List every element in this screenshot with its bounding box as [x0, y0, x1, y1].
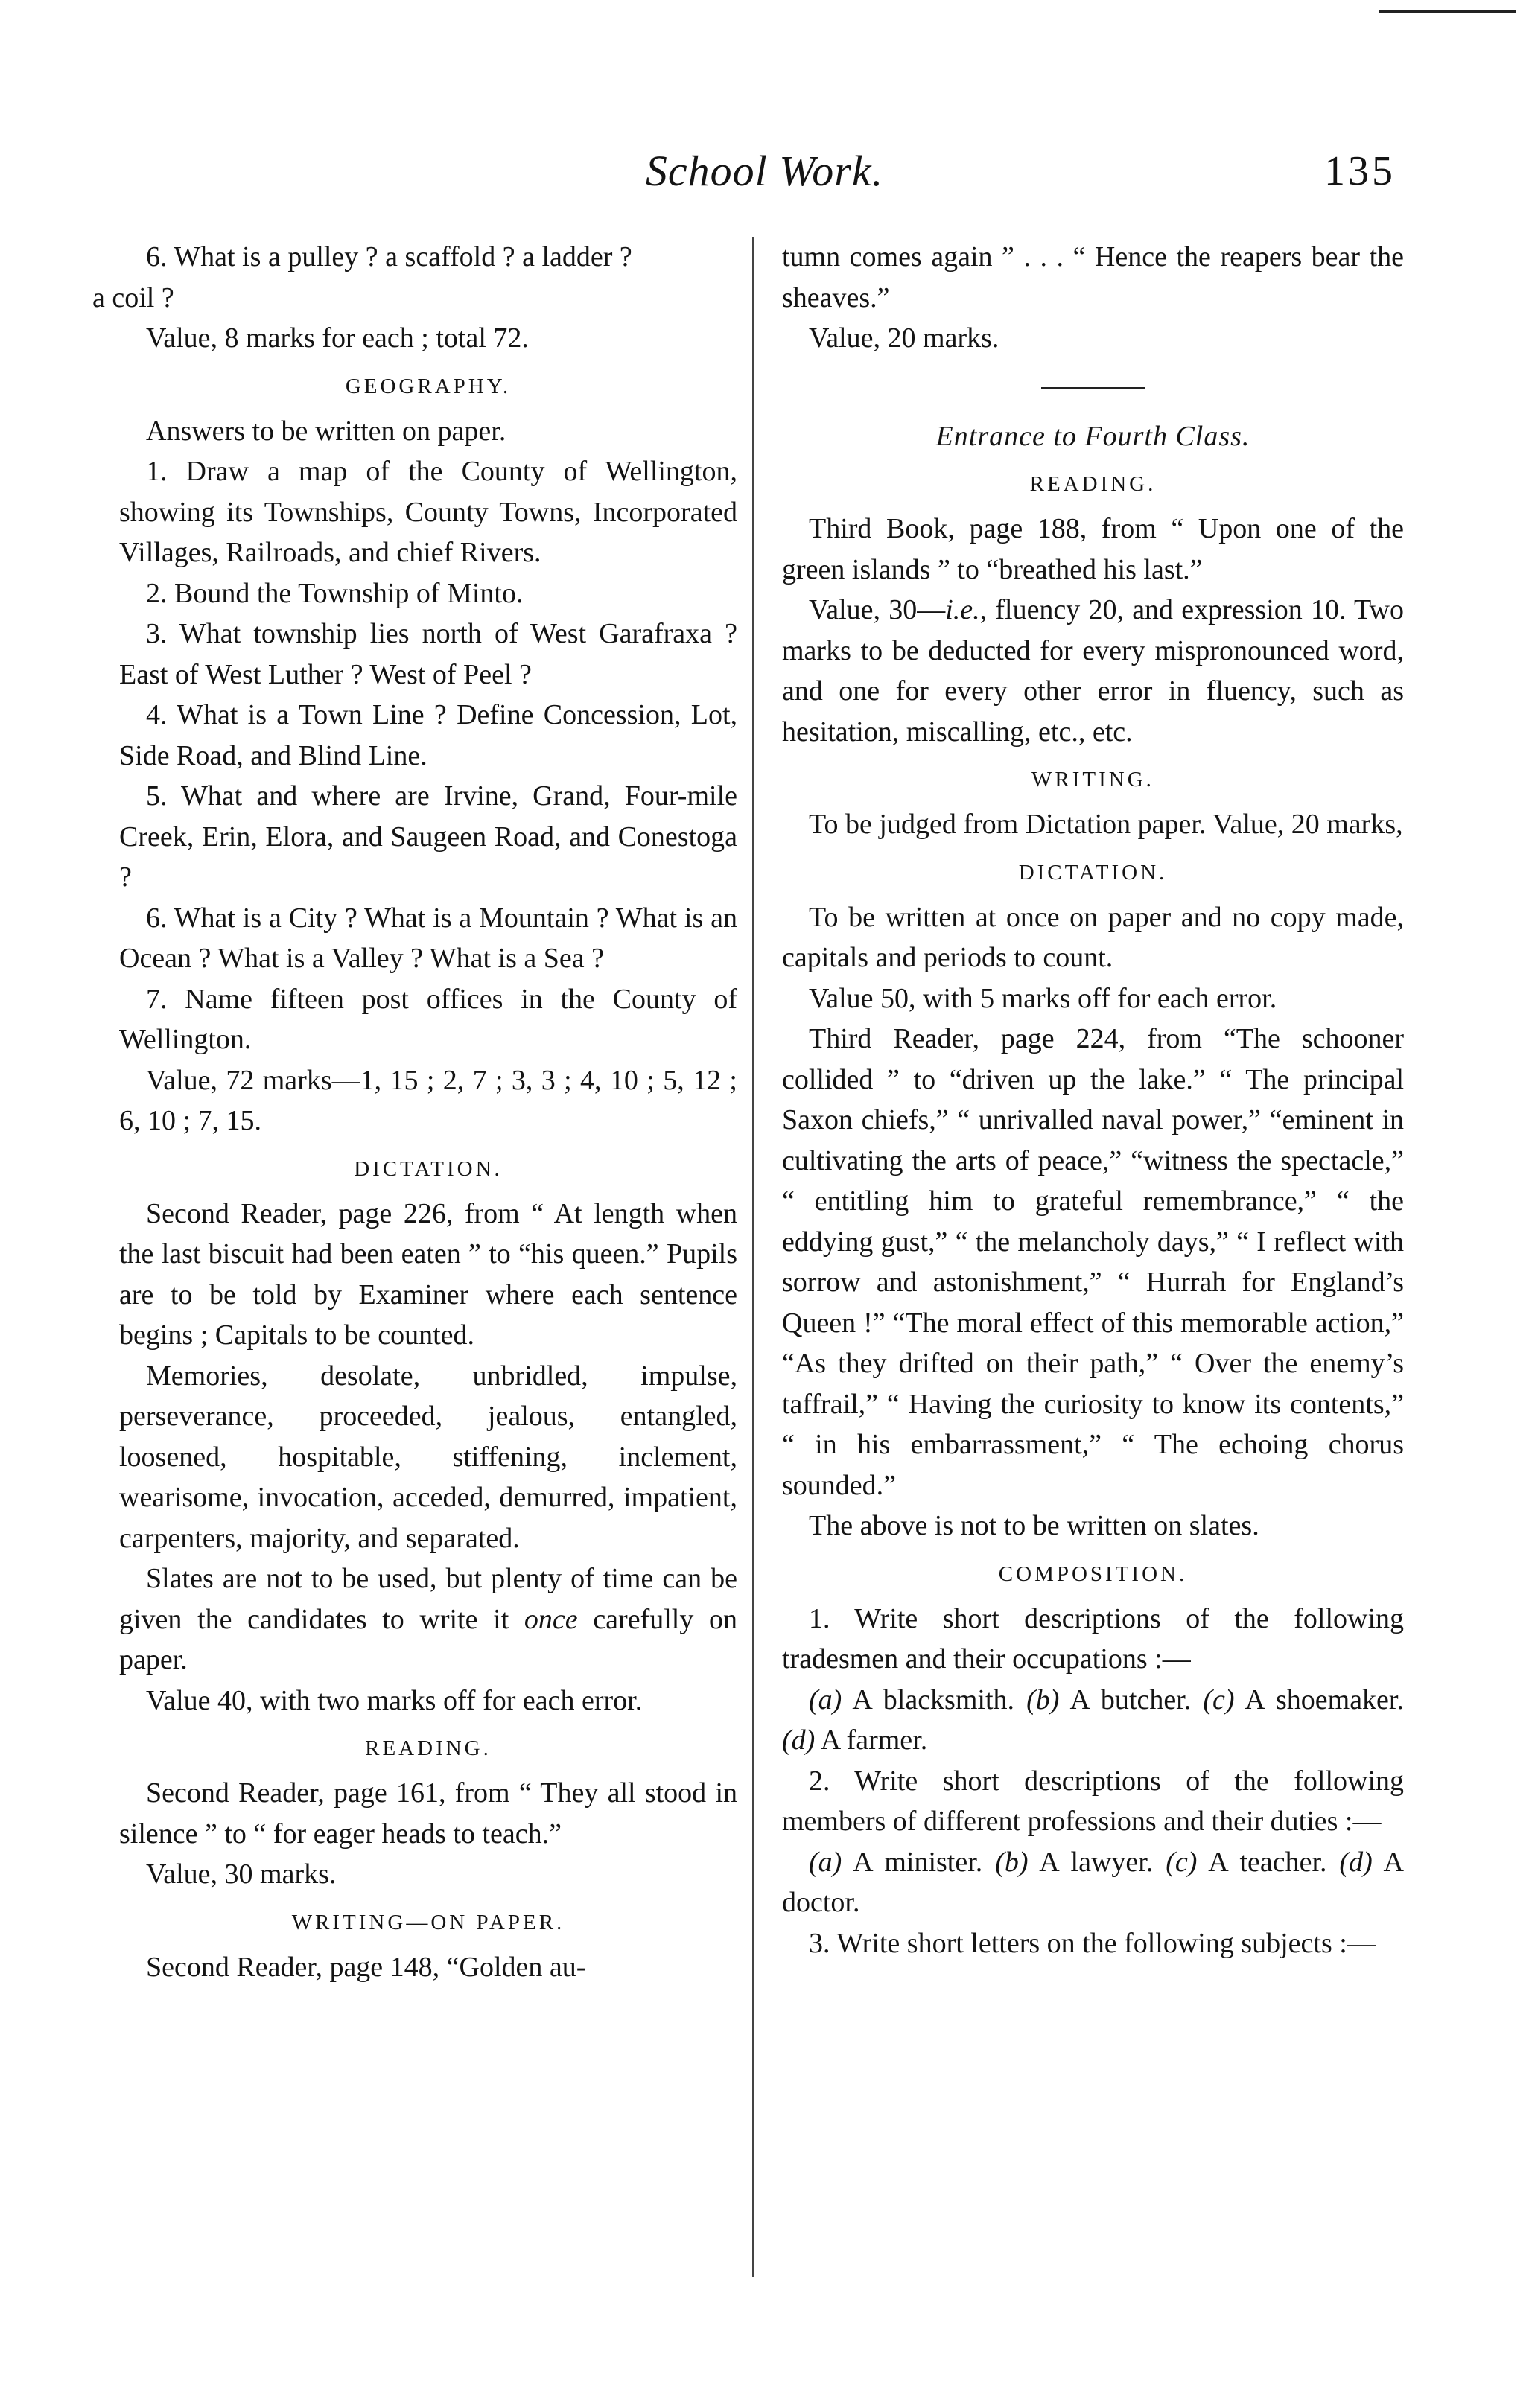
dictation-paragraph-right: To be written at once on paper and no copy made, capitals and periods to count. — [782, 901, 1404, 973]
dictation-instructions: Slates are not to be used, but plenty of time can be given the candidates to write it once carefully on paper. — [119, 1563, 737, 1675]
reading-value: Value, 30 marks. — [146, 1858, 337, 1890]
geography-question-7: 7. Name fifteen post offices in the County of Wellington. — [119, 983, 737, 1055]
dictation-heading: DICTATION. — [354, 1156, 503, 1181]
section-title: Entrance to Fourth Class. — [935, 420, 1250, 452]
dictation-value-right: Value 50, with 5 marks off for each error. — [809, 982, 1277, 1014]
composition-heading: COMPOSITION. — [998, 1561, 1188, 1586]
reading-paragraph: Second Reader, page 161, from “ They all stood in silence ” to “ for eager heads to teach.” — [119, 1777, 737, 1850]
reading-heading: READING. — [365, 1736, 492, 1760]
dictation-note-right: The above is not to be written on slates. — [809, 1510, 1259, 1541]
page-number: 135 — [1324, 148, 1396, 194]
dictation-value: Value 40, with two marks off for each error. — [146, 1684, 643, 1716]
dictation-heading-right: DICTATION. — [1018, 860, 1168, 885]
composition-options-2: (a) A minister. (b) A lawyer. (c) A teacher. (d) A doctor. — [782, 1846, 1404, 1918]
writing-paragraph-right: To be judged from Dictation paper. Value, 20 marks, — [809, 809, 1403, 840]
geography-question-3: 3. What township lies north of West Garafraxa ? East of West Luther ? West of Peel ? — [119, 618, 737, 690]
dictation-word-list: Memories, desolate, unbridled, impulse, perseverance, proceeded, jealous, entangled, loosened, hospitable, stiffening, inclement, wearisome, invocation, acceded, demurred, impatient, carpenters, majority, and separated. — [119, 1360, 737, 1554]
reading-heading-right: READING. — [1029, 472, 1157, 496]
geography-question-5: 5. What and where are Irvine, Grand, Four-mile Creek, Erin, Elora, and Saugeen Road, and Conestoga ? — [119, 780, 737, 893]
writing-paragraph: Second Reader, page 148, “Golden au- — [146, 1951, 586, 1983]
geography-value: Value, 72 marks—1, 15 ; 2, 7 ; 3, 3 ; 4, 10 ; 5, 12 ; 6, 10 ; 7, 15. — [119, 1064, 737, 1136]
geography-intro: Answers to be written on paper. — [146, 415, 506, 447]
geography-question-4: 4. What is a Town Line ? Define Concession, Lot, Side Road, and Blind Line. — [119, 699, 737, 771]
dictation-paragraph: Second Reader, page 226, from “ At length when the last biscuit had been eaten ” to “his queen.” Pupils are to be told by Examiner where each sentence begins ; Capitals to be counted. — [119, 1197, 737, 1351]
top-rule — [1379, 10, 1516, 13]
left-column — [92, 237, 737, 1987]
geography-question-2: 2. Bound the Township of Minto. — [146, 577, 524, 609]
reading-value-right: Value, 30—i.e., fluency 20, and expression 10. Two marks to be deducted for every mispronounced word, and one for every other error in fluency, such as hesitation, miscalling, etc., etc. — [782, 594, 1404, 748]
geography-question-6: 6. What is a City ? What is a Mountain ? What is an Ocean ? What is a Valley ? What is a Sea ? — [119, 902, 737, 974]
composition-options-1: (a) A blacksmith. (b) A butcher. (c) A shoemaker. (d) A farmer. — [782, 1684, 1404, 1756]
section-rule — [1041, 387, 1145, 389]
dictation-passage-right: Third Reader, page 224, from “The schooner collided ” to “driven up the lake.” “ The principal Saxon chiefs,” “ unrivalled naval power,” “eminent in cultivating the arts of peace,” “witness the spectacle,” “ entitling him to grateful remembrance,” “ the eddying gust,” “ the melancholy days,” “ I reflect with sorrow and astonishment,” “ Hurrah for England’s Queen !” “The moral effect of this memorable action,” “As they drifted on their path,” “ Over the enemy’s taffrail,” “ Having the curiosity to know its contents,” “ in his embarrassment,” “ The echoing chorus sounded.” — [782, 1023, 1404, 1501]
composition-question-1: 1. Write short descriptions of the following tradesmen and their occupations :— — [782, 1602, 1404, 1675]
composition-question-2: 2. Write short descriptions of the following members of different professions and their duties :— — [782, 1765, 1404, 1837]
column-divider — [752, 237, 754, 2277]
value-line: Value, 8 marks for each ; total 72. — [146, 322, 529, 354]
continued-value: Value, 20 marks. — [809, 322, 999, 354]
writing-heading: WRITING—ON PAPER. — [291, 1910, 565, 1934]
right-column — [782, 237, 1404, 1963]
writing-heading-right: WRITING. — [1031, 768, 1154, 791]
geography-question-1: 1. Draw a map of the County of Wellington, showing its Townships, County Towns, Incorporated Villages, Railroads, and chief Rivers. — [119, 456, 737, 568]
running-title: School Work. — [645, 147, 884, 195]
reading-paragraph-right: Third Book, page 188, from “ Upon one of the green islands ” to “breathed his last.” — [782, 513, 1404, 585]
continued-text: tumn comes again ” . . . “ Hence the reapers bear the sheaves.” — [782, 241, 1404, 313]
composition-question-3: 3. Write short letters on the following subjects :— — [809, 1927, 1376, 1959]
question-pulley: 6. What is a pulley ? a scaffold ? a ladder ? a coil ? — [92, 241, 632, 313]
geography-heading: GEOGRAPHY. — [345, 374, 512, 398]
